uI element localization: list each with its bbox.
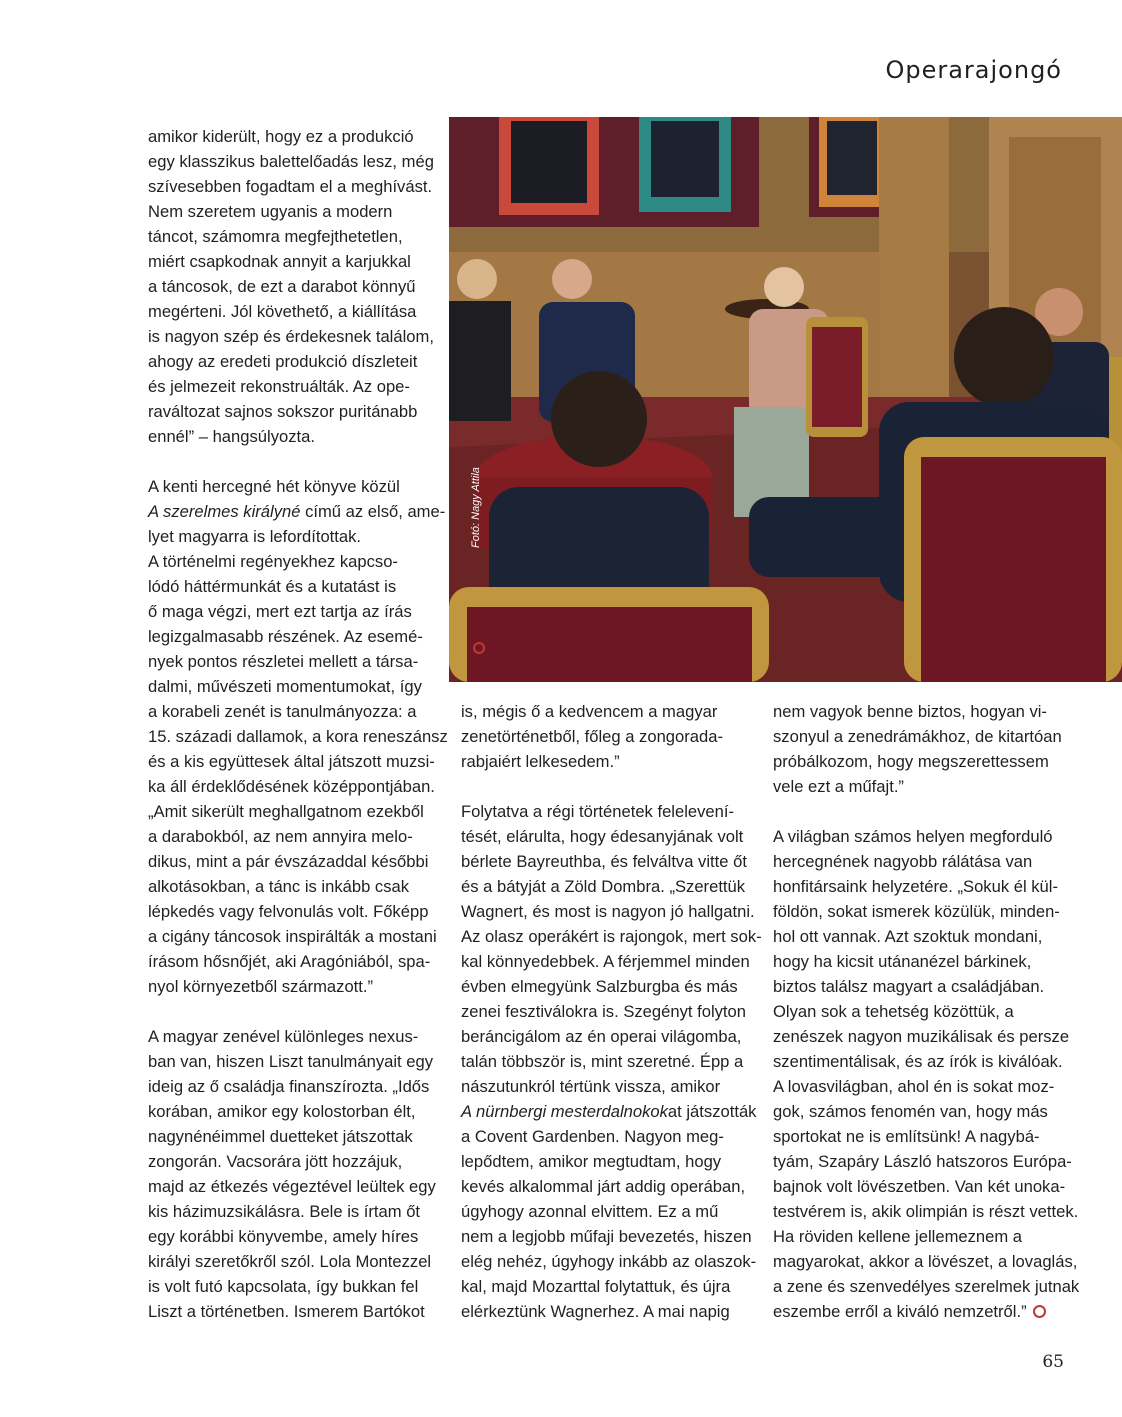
text-line: beráncigálom az én operai világomba, — [461, 1027, 742, 1046]
text-line: nyek pontos részletei mellett a társa- — [148, 652, 419, 671]
text-line: a korabeli zenét is tanulmányozza: a — [148, 702, 417, 721]
text-line: ennél” – hangsúlyozta. — [148, 427, 315, 446]
text-line: A szerelmes királyné című az első, ame- — [148, 502, 446, 521]
text-line: lepődtem, amikor megtudtam, hogy — [461, 1152, 722, 1171]
text-line: raváltozat sajnos sokszor puritánabb — [148, 402, 418, 421]
text-line: a cigány táncosok inspirálták a mostani — [148, 927, 437, 946]
text-line: dalmi, művészeti momentumokat, így — [148, 677, 422, 696]
text-line: miért csapkodnak annyit a karjukkal — [148, 252, 411, 271]
text-line: szentimentálisak, és az írók is kiválóak. — [773, 1052, 1063, 1071]
text-line: majd az étkezés végeztével leültek egy — [148, 1177, 436, 1196]
text-line: tyám, Szapáry László hatszoros Európa- — [773, 1152, 1072, 1171]
text-line: nyol környezetből származott.” — [148, 977, 374, 996]
text-line: ka áll érdeklődésének középpontjában. — [148, 777, 435, 796]
ring-icon — [473, 642, 485, 654]
photo-credit: Fotó: Nagy Attila — [470, 467, 482, 548]
text-line: és a kis együttesek által játszott muzsi- — [148, 752, 435, 771]
text-line: zenei fesztiválokra is. Szegényt folyton — [461, 1002, 747, 1021]
text-line: A történelmi regényekhez kapcso- — [148, 552, 398, 571]
text-line: sportokat ne is említsünk! A nagybá- — [773, 1127, 1040, 1146]
text-line: is nagyon szép és érdekesnek találom, — [148, 327, 434, 346]
text-line: honfitársaink helyzetére. „Sokuk él kül- — [773, 877, 1058, 896]
text-line: zongorán. Vacsorára jött hozzájuk, — [148, 1152, 403, 1171]
text-line: hercegnének nagyobb rálátása van — [773, 852, 1033, 871]
text-line: A lovasvilágban, ahol én is sokat moz- — [773, 1077, 1055, 1096]
text-line: a zene és szenvedélyes szerelmek jutnak — [773, 1277, 1080, 1296]
text-line: kal, majd Mozarttal folytattuk, és újra — [461, 1277, 731, 1296]
article-photo — [449, 117, 1122, 682]
text-line: vele ezt a műfajt.” — [773, 777, 904, 796]
text-line: úgyhogy azonnal elvittem. Ez a mű — [461, 1202, 719, 1221]
text-line: bajnok volt lövészetben. Van két unoka- — [773, 1177, 1066, 1196]
text-line: ahogy az eredeti produkció díszleteit — [148, 352, 418, 371]
text-line: rabjaiért lelkesedem.” — [461, 752, 620, 771]
text-line: A magyar zenével különleges nexus- — [148, 1027, 419, 1046]
text-line: szívesebben fogadtam el a meghívást. — [148, 177, 433, 196]
text-line: lyet magyarra is lefordítottak. — [148, 527, 362, 546]
text-line: testvérem is, akik olimpián is részt vettek. — [773, 1202, 1079, 1221]
text-line: is volt futó kapcsolata, így bukkan fel — [148, 1277, 419, 1296]
section-title: Operarajongó — [885, 56, 1062, 84]
text-line: magyarokat, akkor a lövészet, a lovaglás, — [773, 1252, 1078, 1271]
text-line: 15. századi dallamok, a kora reneszánsz — [148, 727, 448, 746]
text-line: legizgalmasabb részének. Az esemé- — [148, 627, 423, 646]
text-line: táncot, számomra megfejthetetlen, — [148, 227, 403, 246]
ring-icon — [1033, 1305, 1046, 1318]
text-line: királyi szeretőkről szól. Lola Montezzel — [148, 1252, 432, 1271]
text-line: próbálkozom, hogy megszerettessem — [773, 752, 1049, 771]
text-line: nagynénéimmel duetteket játszottak — [148, 1127, 413, 1146]
text-line: lépkedés vagy felvonulás volt. Főképp — [148, 902, 429, 921]
paragraph-gap — [148, 999, 448, 1024]
text-line: egy korábbi könyvembe, amely híres — [148, 1227, 419, 1246]
text-line: gok, számos fenomén van, hogy más — [773, 1102, 1048, 1121]
text-line: nem a legjobb műfaji bevezetés, hiszen — [461, 1227, 752, 1246]
text-line: Folytatva a régi történetek felelevení- — [461, 802, 735, 821]
text-line: földön, sokat ismerek közülük, minden- — [773, 902, 1060, 921]
text-line: kevés alkalommal járt addig operában, — [461, 1177, 746, 1196]
text-line: eszembe erről a kiváló nemzetről.” — [773, 1299, 1079, 1324]
photo-illustration — [449, 117, 1122, 682]
text-line: lódó háttérmunkát és a kutatást is — [148, 577, 397, 596]
text-line: dikus, mint a pár évszázaddal későbbi — [148, 852, 429, 871]
text-line: a darabokból, az nem annyira melo- — [148, 827, 413, 846]
text-line: Olyan sok a tehetség közöttük, a — [773, 1002, 1014, 1021]
text-line: nem vagyok benne biztos, hogyan vi- — [773, 702, 1047, 721]
text-line: kal könnyedebbek. A férjemmel minden — [461, 952, 750, 971]
text-line: kis házimuzsikálásra. Bele is írtam őt — [148, 1202, 421, 1221]
text-line: zenészek nagyon muzikálisak és persze — [773, 1027, 1070, 1046]
text-line: évben elmegyünk Salzburgba és más — [461, 977, 738, 996]
text-line: ideig az ő családja finanszírozta. „Idős — [148, 1077, 430, 1096]
paragraph-gap — [461, 774, 762, 799]
text-line: korában, amikor egy kolostorban élt, — [148, 1102, 416, 1121]
paragraph-gap — [148, 449, 448, 474]
text-line: bérlete Bayreuthba, és felváltva vitte őt — [461, 852, 747, 871]
text-line: alkotásokban, a tánc is inkább csak — [148, 877, 410, 896]
article-column-3 — [773, 699, 1079, 1324]
text-line: írásom hősnőjét, aki Aragóniából, spa- — [148, 952, 431, 971]
text-line: elérkeztünk Wagnerhez. A mai napig — [461, 1302, 730, 1321]
article-column-2 — [461, 699, 762, 1324]
text-line: amikor kiderült, hogy ez a produkció — [148, 127, 414, 146]
text-line: Ha röviden kellene jellemeznem a — [773, 1227, 1023, 1246]
text-line: A nürnbergi mesterdalnokokat játszották — [461, 1102, 757, 1121]
text-line: a táncosok, de ezt a darabot könnyű — [148, 277, 416, 296]
text-line: szonyul a zenedrámákhoz, de kitartóan — [773, 727, 1062, 746]
text-line: és a bátyját a Zöld Dombra. „Szerettük — [461, 877, 746, 896]
text-line: egy klasszikus balettelőadás lesz, még — [148, 152, 434, 171]
text-line: ő maga végzi, mert ezt tartja az írás — [148, 602, 412, 621]
text-line: „Amit sikerült meghallgatnom ezekből — [148, 802, 424, 821]
text-line: is, mégis ő a kedvencem a magyar — [461, 702, 718, 721]
text-line: ban van, hiszen Liszt tanulmányait egy — [148, 1052, 434, 1071]
page-number: 65 — [1042, 1352, 1064, 1372]
text-line: biztos találsz magyart a családjában. — [773, 977, 1045, 996]
text-line: A világban számos helyen megforduló — [773, 827, 1053, 846]
text-line: talán többször is, mint szeretné. Épp a — [461, 1052, 744, 1071]
text-line: megérteni. Jól követhető, a kiállítása — [148, 302, 417, 321]
text-line: a Covent Gardenben. Nagyon meg- — [461, 1127, 724, 1146]
text-line: Wagnert, és most is nagyon jó hallgatni. — [461, 902, 755, 921]
text-line: tését, elárulta, hogy édesanyjának volt — [461, 827, 744, 846]
article-column-1 — [148, 124, 448, 1324]
text-line: elég nehéz, úgyhogy inkább az olaszok- — [461, 1252, 757, 1271]
text-line: és jelmezeit rekonstruálták. Az ope- — [148, 377, 410, 396]
paragraph-gap — [773, 799, 1079, 824]
text-line: Az olasz operákért is rajongok, mert sok- — [461, 927, 762, 946]
text-line: Liszt a történetben. Ismerem Bartókot — [148, 1302, 425, 1321]
text-line: A kenti hercegné hét könyve közül — [148, 477, 400, 496]
text-line: hogy ha kicsit utánanézel bárkinek, — [773, 952, 1032, 971]
text-line: hol ott vannak. Azt szoktuk mondani, — [773, 927, 1043, 946]
text-line: nászutunkról tértünk vissza, amikor — [461, 1077, 721, 1096]
text-line: Nem szeretem ugyanis a modern — [148, 202, 393, 221]
text-line: zenetörténetből, főleg a zongorada- — [461, 727, 723, 746]
